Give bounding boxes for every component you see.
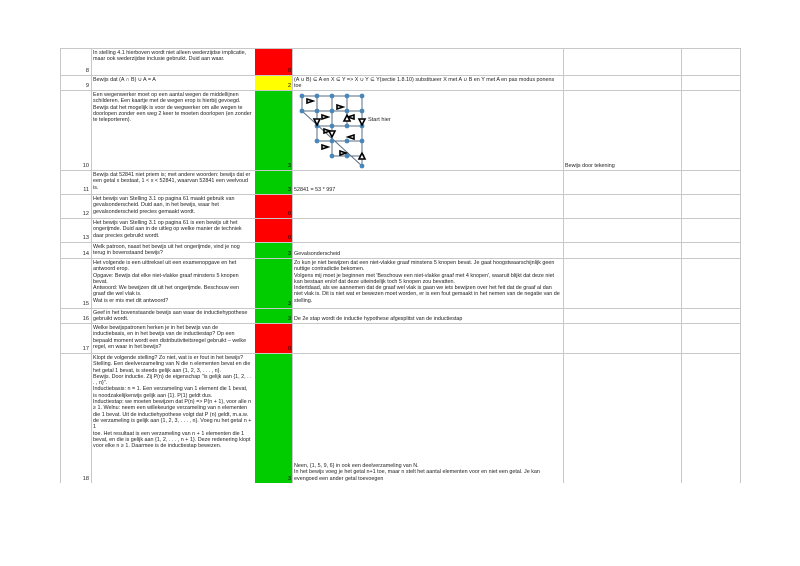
table-row xyxy=(60,323,740,353)
score-cell[interactable]: 2 xyxy=(255,76,292,90)
note-cell[interactable] xyxy=(563,324,681,353)
question-cell[interactable]: Geef in het bovenstaande bewijs aan waar de inductiehypothese gebruikt wordt. xyxy=(93,310,249,323)
row-number: 17 xyxy=(82,346,89,352)
answer-cell[interactable] xyxy=(292,76,563,90)
table-row xyxy=(60,194,740,218)
row-number: 9 xyxy=(85,83,89,89)
answer-text-bottom: Gevalsonderscheid xyxy=(294,250,341,257)
score-cell[interactable]: 0 xyxy=(255,219,292,242)
note-cell[interactable] xyxy=(563,195,681,218)
score-cell[interactable]: 0 xyxy=(255,195,292,218)
note-cell[interactable] xyxy=(563,219,681,242)
score-cell[interactable]: 3 xyxy=(255,91,292,170)
answer-cell[interactable] xyxy=(292,324,563,353)
score-cell[interactable]: 0 xyxy=(255,49,292,75)
column-divider xyxy=(740,48,741,483)
answer-text: Zo kun je niet bewijzen dat een niet-vlakke graaf minstens 5 knopen bevat. Je gaat hoogstwaarschijnlijk geen nuttige contradictie bekomen. Volgens mij moet je beginnen met 'Beschouw een niet-vlakke graaf met 4 knopen', waaruit blijkt dat deze niet kan bestaan en/of dat deze uiteindelijk toch 5 knopen zou bevatten. Indertdaad, als we aannemen dat de graaf wel vlak is gaan we iets bewijzen over het feit dat de graaf al dan niet vlak is. Dit is niet wat er bewezen moet worden, er is een fout gemaakt in het nemen van de negatie van de stelling. xyxy=(294,260,560,304)
column-divider xyxy=(563,48,564,483)
answer-text-bottom: Neen, {1, 5, 9, 6} in ook een deelverzameling van N. In het bewijs voeg je het getal n+1 toe, maar n stelt het aantal elementen voor en niet een getal. Je kan evengoed een ander getal toevoegen xyxy=(294,463,540,482)
answer-cell[interactable] xyxy=(292,259,563,308)
table-row xyxy=(60,218,740,242)
question-cell[interactable]: Het volgende is een uittreksel uit een examenopgave en het antwoord erop. Opgave: Bewijs dat elke niet-vlakke graaf minstens 5 knopen bevat. Antwoord: We bewijzen dit uit het ongerijmde. Beschouw een graaf die wel vlak is. Wat is er mis met dit antwoord? xyxy=(93,260,240,304)
answer-text-bottom: 52841 = 53 * 997 xyxy=(294,186,336,193)
score-cell[interactable]: 3 xyxy=(255,243,292,258)
column-divider xyxy=(292,48,293,483)
question-cell[interactable]: Het bewijs van Stelling 3.1 op pagina 61 maakt gebruik van gevalsonderscheid. Duid aan, in het bewijs, waar het gevalsonderscheid precies gemaakt wordt. xyxy=(93,196,236,215)
start-label: Start hier xyxy=(368,117,391,123)
note-cell[interactable] xyxy=(563,171,681,194)
question-cell[interactable]: Klopt de volgende stelling? Zo niet, wat is er fout in het bewijs? Stelling. Een deelverzameling van N die n elementen bevat en die het getal 1 bevat, is steeds gelijk aan {1, 2, 3, . . . , n}. Bewijs. Door inductie. Zij P(n) de eigenschap "is gelijk aan {1, 2, . . . , n}". Inductiebasis: n = 1. Een verzameling van 1 element die 1 bevat, is noodzakelijkerwijs gelijk aan {1}. P(1) geldt dus. Inductiestap: we moeten bewijzen dat P(n) => P(n + 1), voor alle n ≥ 1. Welnu: neem een willekeurige verzameling van n elementen die 1 bevat. Uit de inductiehypothese volgt dat P (n) geldt, m.a.w. de verzameling is gelijk aan {1, 2, 3, . . . , n}. Voeg nu het getal n + 1 toe. Het resultaat is een verzameling van n + 1 elementen die 1 bevat, en die is gelijk aan {1, 2, . . . , n + 1}. Deze redenering klopt voor elke n ≥ 1. Daarmee is de inductiestap bewezen. xyxy=(93,355,252,450)
answer-text: (A ∪ B) ⊆ A en X ⊆ Y => X ∪ Y ⊆ Y(sectie 1.8.10) substitueer X met A ∪ B en Y met A en pas modus ponens toe xyxy=(294,77,556,90)
note-cell[interactable] xyxy=(563,309,681,323)
answer-cell[interactable] xyxy=(292,91,563,170)
note-cell[interactable] xyxy=(563,259,681,308)
table-row xyxy=(60,353,740,483)
note-cell[interactable] xyxy=(563,354,681,483)
row-number: 15 xyxy=(82,301,89,307)
table-row xyxy=(60,48,740,75)
road-map-figure xyxy=(296,91,416,170)
answer-cell[interactable] xyxy=(292,171,563,194)
table-row xyxy=(60,170,740,194)
question-cell[interactable]: Het bewijs van Stelling 3.1 op pagina 61 is een bewijs uit het ongerijmde. Duid aan in de uitleg op welke manier de techniek daar precies gebruikt wordt. xyxy=(93,220,244,239)
answer-cell[interactable] xyxy=(292,219,563,242)
question-cell[interactable]: Bewijs dat 52841 niet priem is; met andere woorden: bewijs dat er een getal x bestaat, 1 < x < 52841, waarvan 52841 een veelvoud is. xyxy=(93,172,252,191)
note-cell[interactable]: Bewijs door tekening xyxy=(565,163,615,169)
question-cell[interactable]: Welk patroon, naast het bewijs uit het ongerijmde, vind je nog terug in bovenstaand bewijs? xyxy=(93,244,242,257)
column-divider xyxy=(91,48,92,483)
score-cell[interactable]: 3 xyxy=(255,309,292,323)
score-cell[interactable]: 0 xyxy=(255,324,292,353)
table-row xyxy=(60,90,740,170)
answer-cell[interactable] xyxy=(292,243,563,258)
table-row xyxy=(60,308,740,323)
score-cell[interactable]: 3 xyxy=(255,171,292,194)
answer-text-bottom: De 2e stap wordt de inductie hypothese afgesplitst van de inductiestap xyxy=(294,315,463,322)
answer-cell[interactable] xyxy=(292,309,563,323)
row-number: 18 xyxy=(82,476,89,482)
note-cell[interactable] xyxy=(563,49,681,75)
score-cell[interactable]: 3 xyxy=(255,354,292,483)
table-row xyxy=(60,75,740,90)
row-number: 11 xyxy=(83,187,89,193)
question-cell[interactable]: Een wegenwerker moet op een aantal wegen de middellijnen schilderen. Een kaartje met de wegen erop is hierbij gevoegd. Bewijs dat het mogelijk is voor de wegwerker om alle wegen te doorlopen zonder een weg 2 keer te moeten doorlopen (en zonder te teleporteren). xyxy=(93,92,254,124)
answer-cell[interactable] xyxy=(292,49,563,75)
note-cell[interactable] xyxy=(563,76,681,90)
row-number: 10 xyxy=(82,163,89,169)
score-cell[interactable]: 3 xyxy=(255,259,292,308)
question-cell[interactable]: In stelling 4.1 hierboven wordt niet alleen wederzijdse implicatie, maar ook wederzijdse inclusie gebruikt. Duid aan waar. xyxy=(93,50,248,63)
row-number: 13 xyxy=(82,235,89,241)
note-cell[interactable] xyxy=(563,243,681,258)
answer-cell[interactable] xyxy=(292,195,563,218)
answer-cell[interactable] xyxy=(292,354,563,483)
question-cell[interactable]: Welke bewijspatronen herken je in het bewijs van de inductiebasis, en in het bewijs van de inductiestap? Op een bepaald moment wordt een distributiviteitsregel gebruikt – welke regel, en waar in het bewijs? xyxy=(93,325,248,350)
column-divider xyxy=(681,48,682,483)
question-cell[interactable]: Bewijs dat (A ∩ B) ∪ A = A xyxy=(93,77,156,83)
row-number: 16 xyxy=(82,316,89,322)
row-number: 12 xyxy=(82,211,89,217)
row-number: 8 xyxy=(85,68,89,74)
table-row xyxy=(60,258,740,308)
row-number: 14 xyxy=(82,251,89,257)
column-divider xyxy=(60,48,61,483)
table-row xyxy=(60,242,740,258)
